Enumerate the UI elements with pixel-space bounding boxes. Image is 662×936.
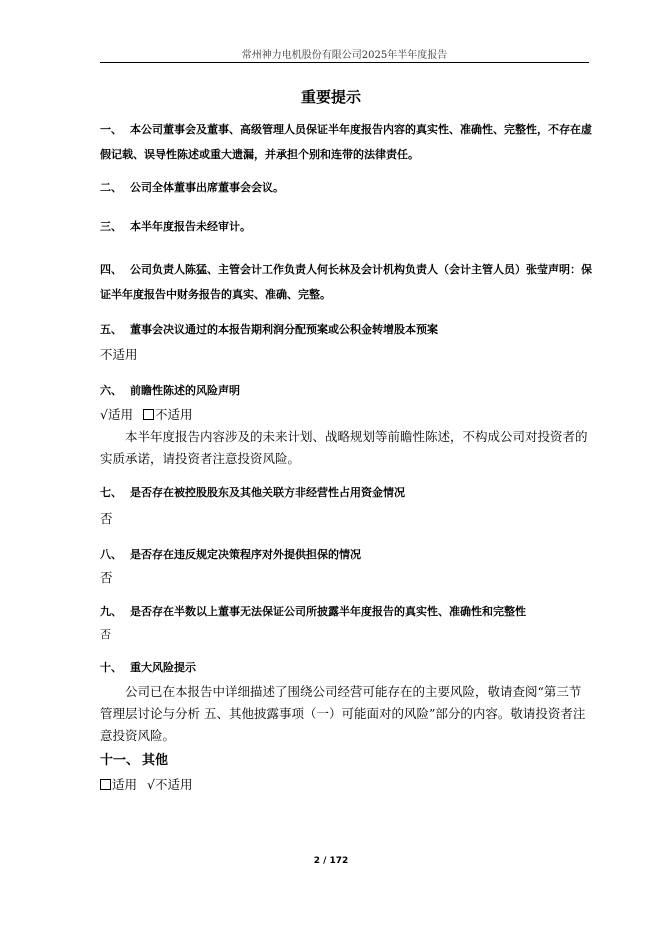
checkbox-empty-icon <box>100 779 111 790</box>
option-applicable: 适用 <box>112 777 138 792</box>
section-text: 是否存在被控股股东及其他关联方非经营性占用资金情况 <box>130 486 405 499</box>
section-text: 公司全体董事出席董事会会议。 <box>130 181 284 194</box>
section-8-answer: 否 <box>100 570 113 585</box>
header-divider <box>100 62 589 63</box>
checkbox-empty-icon <box>143 409 154 420</box>
section-number: 九、 <box>100 605 122 618</box>
option-applicable-checked: √适用 <box>100 407 133 422</box>
page-header-title: 常州神力电机股份有限公司2025年半年度报告 <box>241 50 448 61</box>
section-number: 二、 <box>100 181 122 194</box>
section-text: 董事会决议通过的本报告期利润分配预案或公积金转增股本预案 <box>130 323 438 336</box>
option-not-applicable: 不适用 <box>154 407 193 422</box>
section-11-options <box>100 774 595 795</box>
section-text: 是否存在违反规定决策程序对外提供担保的情况 <box>130 548 361 561</box>
section-text: 其他 <box>142 753 169 768</box>
section-text: 公司负责人陈猛、主管会计工作负责人何长林及会计机构负责人（会计主管人员）张莹声明：保证半年度报告中财务报告的真实、准确、完整。 <box>100 263 592 301</box>
section-8-heading <box>100 543 595 567</box>
section-5-heading <box>100 318 595 342</box>
section-7-answer: 否 <box>100 511 113 526</box>
section-text: 本公司董事会及董事、高级管理人员保证半年度报告内容的真实性、准确性、完整性，不存在虚假记载、误导性陈述或重大遗漏，并承担个别和连带的法律责任。 <box>100 123 592 161</box>
section-number: 七、 <box>100 486 122 499</box>
section-number: 十一、 <box>100 753 140 768</box>
section-text: 前瞻性陈述的风险声明 <box>130 384 240 397</box>
section-number: 八、 <box>100 548 122 561</box>
section-text: 本半年度报告未经审计。 <box>130 220 251 233</box>
section-6-options <box>100 404 595 425</box>
section-text: 重大风险提示 <box>130 661 196 674</box>
section-1-heading <box>100 117 595 167</box>
section-7-heading <box>100 481 595 505</box>
section-11-heading <box>100 749 595 773</box>
option-not-applicable-checked: √不适用 <box>147 777 193 792</box>
page-title: 重要提示 <box>300 88 361 106</box>
section-4-heading <box>100 257 595 307</box>
section-text: 是否存在半数以上董事无法保证公司所披露半年度报告的真实性、准确性和完整性 <box>130 605 526 618</box>
page-number: 2 / 172 <box>313 856 349 866</box>
section-number: 三、 <box>100 220 122 233</box>
section-6-paragraph: 本半年度报告内容涉及的未来计划、战略规划等前瞻性陈述，不构成公司对投资者的实质承诺，请投资者注意投资风险。 <box>100 429 588 466</box>
section-5-answer: 不适用 <box>100 347 138 362</box>
section-number: 五、 <box>100 323 122 336</box>
section-number: 一、 <box>100 123 122 136</box>
section-number: 四、 <box>100 263 122 276</box>
section-6-heading <box>100 379 595 403</box>
section-10-paragraph: 公司已在本报告中详细描述了围绕公司经营可能存在的主要风险，敬请查阅“第三节 管理层讨论与分析 五、其他披露事项（一）可能面对的风险”部分的内容。敬请投资者注意投资风险。 <box>100 684 586 743</box>
section-10-heading <box>100 656 595 680</box>
section-number: 十、 <box>100 661 122 674</box>
section-number: 六、 <box>100 384 122 397</box>
section-3-heading <box>100 215 595 239</box>
section-9-answer: 否 <box>100 628 111 641</box>
section-9-heading <box>100 600 595 624</box>
section-2-heading <box>100 176 595 200</box>
